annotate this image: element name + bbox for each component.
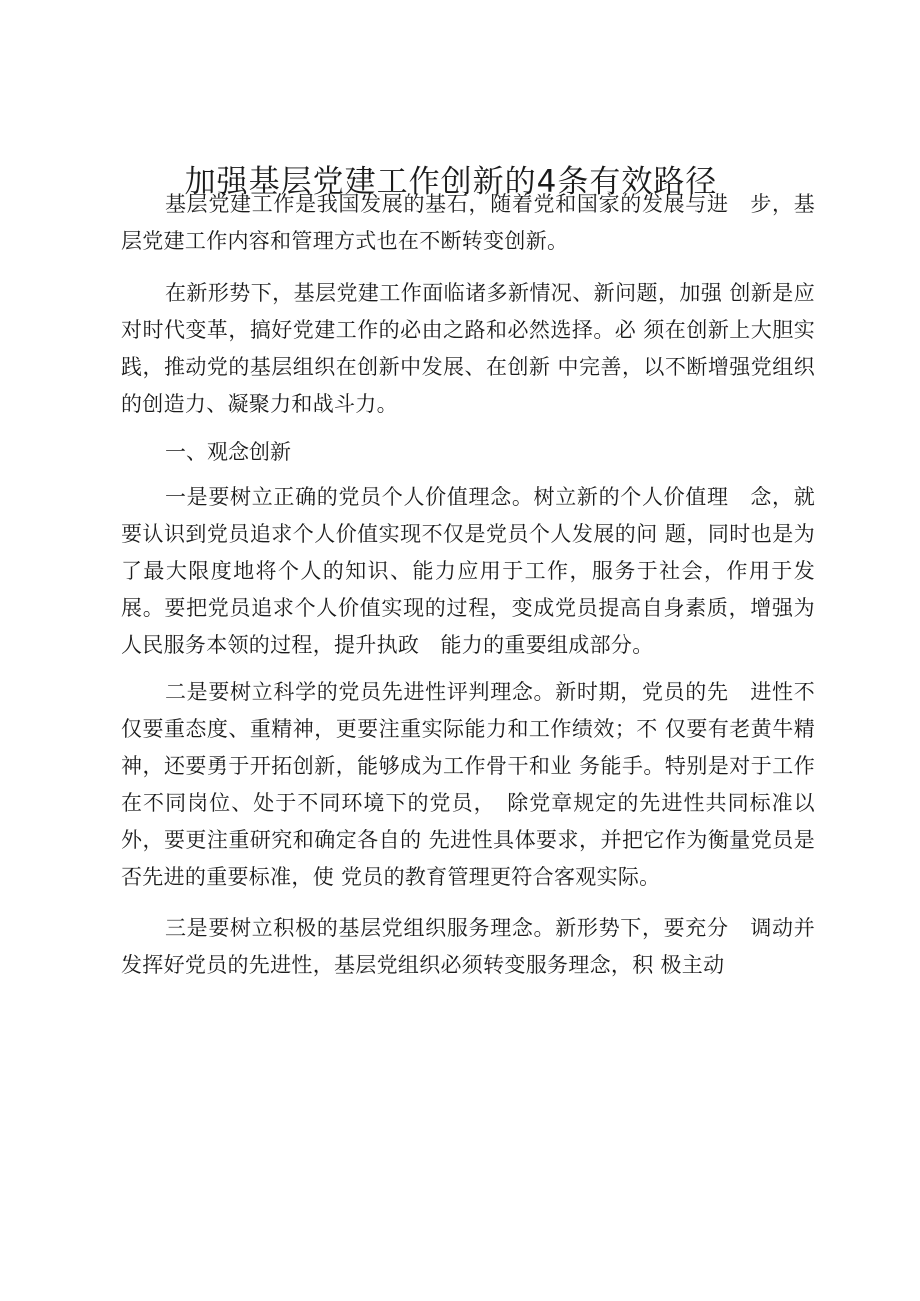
paragraph-intro: 基层党建工作是我国发展的基石，随着党和国家的发展与进 步，基层党建工作内容和管理方式也在不断转变创新。 [121, 192, 815, 253]
document-body [121, 186, 815, 984]
section-heading-concept-innovation: 一、观念创新 [165, 440, 291, 464]
document-title: 加强基层党建工作创新的4条有效路径 [184, 164, 718, 200]
paragraph-new-situation: 在新形势下，基层党建工作面临诸多新情况、新问题，加强 创新是应对时代变革，搞好党建工作的必由之路和必然选择。必 须在创新上大胆实践，推动党的基层组织在创新中发展、在创新 中完善，以不断增强党组织的创造力、凝聚力和战斗力。 [121, 281, 815, 416]
paragraph-service-concept: 三是要树立积极的基层党组织服务理念。新形势下，要充分 调动并发挥好党员的先进性，基层党组织必须转变服务理念，积 极主动 [121, 916, 815, 977]
paragraph-advancement-concept: 二是要树立科学的党员先进性评判理念。新时期，党员的先 进性不仅要重态度、重精神，更要注重实际能力和工作绩效；不 仅要有老黄牛精神，还要勇于开拓创新，能够成为工作骨干和业 务能手。特别是对于工作在不同岗位、处于不同环境下的党员， 除党章规定的先进性共同标准以外，要更注重研究和确定各自的 先进性具体要求，并把它作为衡量党员是否先进的重要标准，使 党员的教育管理更符合客观实际。 [121, 680, 815, 889]
paragraph-value-concept: 一是要树立正确的党员个人价值理念。树立新的个人价值理 念，就要认识到党员追求个人价值实现不仅是党员个人发展的问 题，同时也是为了最大限度地将个人的知识、能力应用于工作，服务于社会，作用于发展。要把党员追求个人价值实现的过程，变成党员提高自身素质，增强为人民服务本领的过程，提升执政 能力的重要组成部分。 [121, 485, 815, 657]
